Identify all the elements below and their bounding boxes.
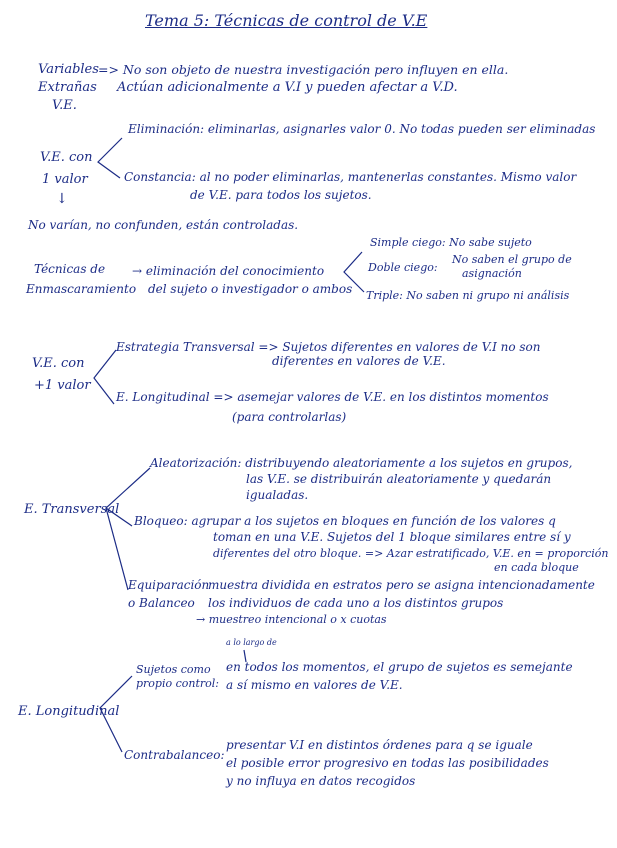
contrabalanceo-line2: el posible error progresivo en todas las posibilidades	[226, 756, 549, 770]
contrabalanceo-line1: presentar V.I en distintos órdenes para q se iguale	[226, 738, 533, 752]
estrategia-transversal-line2: diferentes en valores de V.E.	[272, 354, 446, 368]
longitudinal-label: E. Longitudinal	[18, 704, 120, 719]
eliminacion-text: Eliminación: eliminarlas, asignarles valor 0. No todas pueden ser eliminadas	[128, 122, 596, 136]
propio-control-label-line1: Sujetos como	[136, 663, 211, 676]
estrategia-longitudinal-line1: E. Longitudinal => asemejar valores de V.E. en los distintos momentos	[116, 390, 549, 404]
ve1-label-line2: 1 valor	[42, 172, 88, 187]
triple-ciego: Triple: No saben ni grupo ni análisis	[366, 289, 570, 302]
bloqueo-line4: en cada bloque	[494, 561, 579, 574]
doble-ciego-line2: asignación	[462, 267, 522, 280]
bloqueo-line1: Bloqueo: agrupar a los sujetos en bloques en función de los valores q	[134, 514, 556, 528]
enmascaramiento-label-line2: Enmascaramiento	[26, 282, 137, 296]
propio-control-line2: a sí mismo en valores de V.E.	[226, 678, 403, 692]
constancia-line1: Constancia: al no poder eliminarlas, mantenerlas constantes. Mismo valor	[124, 170, 577, 184]
doble-ciego-line1: No saben el grupo de	[452, 253, 572, 266]
ve2-label-line2: +1 valor	[34, 378, 91, 393]
propio-control-label-line2: propio control:	[136, 677, 219, 690]
aleatorizacion-line3: igualadas.	[246, 488, 309, 502]
aleatorizacion-line1: Aleatorización: distribuyendo aleatoriamente a los sujetos en grupos,	[150, 456, 573, 470]
equiparacion-line1: muestra dividida en estratos pero se asigna intencionadamente	[208, 578, 595, 592]
down-arrow-icon: ↓	[56, 191, 68, 207]
simple-ciego: Simple ciego: No sabe sujeto	[370, 236, 532, 249]
aleatorizacion-line2: las V.E. se distribuirán aleatoriamente y quedarán	[246, 472, 552, 486]
ve-label-line1: Variables	[38, 62, 99, 77]
transversal-label: E. Transversal	[24, 502, 120, 517]
controladas-note: No varían, no confunden, están controladas.	[28, 218, 299, 232]
equiparacion-line3: → muestreo intencional o x cuotas	[196, 613, 387, 626]
ve-definition-line1: => No son objeto de nuestra investigación pero influyen en ella.	[98, 62, 509, 77]
constancia-line2: de V.E. para todos los sujetos.	[190, 188, 372, 202]
ve2-label-line1: V.E. con	[32, 356, 85, 371]
estrategia-transversal-line1: Estrategia Transversal => Sujetos diferentes en valores de V.I no son	[116, 340, 541, 354]
balanceo-label: o Balanceo	[128, 596, 195, 610]
ve-label-line3: V.E.	[52, 98, 77, 113]
equiparacion-line2: los individuos de cada uno a los distintos grupos	[208, 596, 504, 610]
propio-control-line1: en todos los momentos, el grupo de sujetos es semejante	[226, 660, 573, 674]
ve1-label-line1: V.E. con	[40, 150, 93, 165]
enmascaramiento-desc-line2: del sujeto o investigador o ambos	[148, 282, 353, 296]
contrabalanceo-label: Contrabalanceo:	[124, 748, 225, 762]
ve-label-line2: Extrañas	[38, 80, 97, 95]
brace-transversal	[106, 468, 150, 590]
ve-definition-line2: Actúan adicionalmente a V.I y pueden afectar a V.D.	[117, 80, 458, 95]
estrategia-longitudinal-line2: (para controlarlas)	[232, 410, 347, 424]
enmascaramiento-label-line1: Técnicas de	[34, 262, 106, 276]
bloqueo-line2: toman en una V.E. Sujetos del 1 bloque similares entre sí y	[213, 530, 571, 544]
bloqueo-line3: diferentes del otro bloque. => Azar estratificado, V.E. en = proporción	[213, 547, 609, 560]
enmascaramiento-desc-line1: → eliminación del conocimiento	[132, 264, 325, 278]
brace-ve-1valor	[98, 138, 122, 178]
page-title: Tema 5: Técnicas de control de V.E	[145, 11, 428, 30]
a-lo-largo-note: a lo largo de	[226, 638, 277, 647]
contrabalanceo-line3: y no influya en datos recogidos	[226, 774, 416, 788]
equiparacion-label: Equiparación	[128, 578, 210, 592]
brace-ve-mas1valor	[94, 350, 116, 404]
doble-ciego-label: Doble ciego:	[368, 261, 438, 274]
